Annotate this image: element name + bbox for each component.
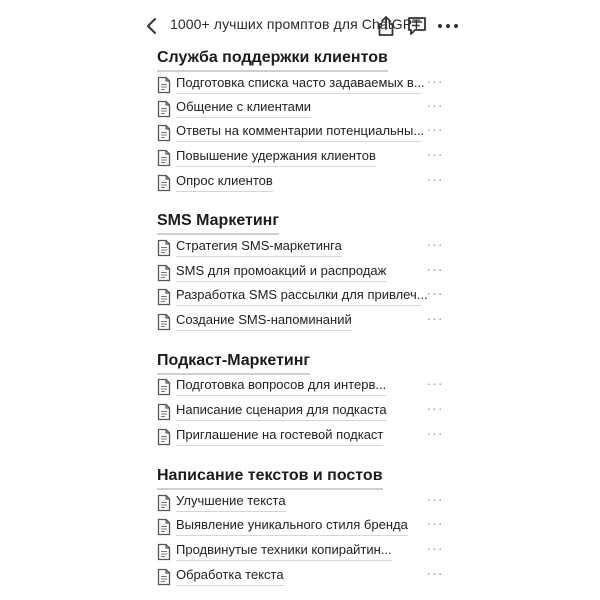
page-link-label: Выявление уникального стиля бренда xyxy=(176,517,408,536)
item-more-button[interactable]: ··· xyxy=(426,285,444,301)
page-link-label: Подготовка списка часто задаваемых в... xyxy=(176,75,421,94)
page-link-label: Подготовка вопросов для интерв... xyxy=(176,377,386,396)
item-more-button[interactable]: ··· xyxy=(426,236,444,252)
page-link-item[interactable] xyxy=(156,492,446,514)
page-link-item[interactable] xyxy=(156,98,446,120)
page-link-item[interactable] xyxy=(156,401,446,423)
page-icon xyxy=(156,264,172,282)
item-more-button[interactable]: ··· xyxy=(426,146,444,162)
page-link-label: Разработка SMS рассылки для привлеч... xyxy=(176,287,421,306)
page-link-label: Ответы на комментарии потенциальны... xyxy=(176,123,421,142)
item-more-button[interactable]: ··· xyxy=(426,73,444,89)
page-link-item[interactable] xyxy=(156,147,446,169)
page-link-label: Создание SMS-напоминаний xyxy=(176,312,352,331)
page-link-item[interactable] xyxy=(156,122,446,144)
page-icon xyxy=(156,124,172,142)
page-link-item[interactable] xyxy=(156,566,446,588)
page-link-item[interactable] xyxy=(156,237,446,259)
section-heading: SMS Маркетинг xyxy=(157,211,279,235)
page-link-label: Приглашение на гостевой подкаст xyxy=(176,427,383,446)
page-link-item[interactable] xyxy=(156,172,446,194)
item-more-button[interactable]: ··· xyxy=(426,491,444,507)
section-heading: Служба поддержки клиентов xyxy=(157,48,388,72)
page-link-item[interactable] xyxy=(156,262,446,284)
section-heading: Подкаст-Маркетинг xyxy=(157,351,310,375)
page-link-label: Обработка текста xyxy=(176,567,284,586)
page-icon xyxy=(156,428,172,446)
item-more-button[interactable]: ··· xyxy=(426,375,444,391)
item-more-button[interactable]: ··· xyxy=(426,261,444,277)
page-title: 1000+ лучших промптов для ChatGPT xyxy=(170,16,421,32)
page-link-label: Стратегия SMS-маркетинга xyxy=(176,238,342,257)
page-link-label: Улучшение текста xyxy=(176,493,286,512)
page-icon xyxy=(156,568,172,586)
page-icon xyxy=(156,313,172,331)
item-more-button[interactable]: ··· xyxy=(426,310,444,326)
page-icon xyxy=(156,100,172,118)
page-icon xyxy=(156,288,172,306)
page-icon xyxy=(156,518,172,536)
item-more-button[interactable]: ··· xyxy=(426,400,444,416)
item-more-button[interactable]: ··· xyxy=(426,425,444,441)
page-icon xyxy=(156,174,172,192)
page-link-label: Опрос клиентов xyxy=(176,173,273,192)
page-link-item[interactable] xyxy=(156,286,446,308)
page-link-item[interactable] xyxy=(156,541,446,563)
page-icon xyxy=(156,76,172,94)
page-link-label: Общение с клиентами xyxy=(176,99,311,118)
page-icon xyxy=(156,149,172,167)
page-link-item[interactable] xyxy=(156,311,446,333)
item-more-button[interactable]: ··· xyxy=(426,97,444,113)
page-link-label: Написание сценария для подкаста xyxy=(176,402,387,421)
page-link-label: Повышение удержания клиентов xyxy=(176,148,376,167)
page-link-label: Продвинутые техники копирайтин... xyxy=(176,542,392,561)
page-icon xyxy=(156,378,172,396)
item-more-button[interactable]: ··· xyxy=(426,540,444,556)
page-icon xyxy=(156,543,172,561)
item-more-button[interactable]: ··· xyxy=(426,171,444,187)
page-icon xyxy=(156,239,172,257)
page-link-item[interactable] xyxy=(156,516,446,538)
page-link-item[interactable] xyxy=(156,426,446,448)
page-link-item[interactable] xyxy=(156,376,446,398)
section-heading: Написание текстов и постов xyxy=(157,466,383,490)
page-icon xyxy=(156,494,172,512)
item-more-button[interactable]: ··· xyxy=(426,121,444,137)
item-more-button[interactable]: ··· xyxy=(426,565,444,581)
page-link-item[interactable] xyxy=(156,74,446,96)
page-icon xyxy=(156,403,172,421)
page-link-label: SMS для промоакций и распродаж xyxy=(176,263,386,282)
item-more-button[interactable]: ··· xyxy=(426,515,444,531)
